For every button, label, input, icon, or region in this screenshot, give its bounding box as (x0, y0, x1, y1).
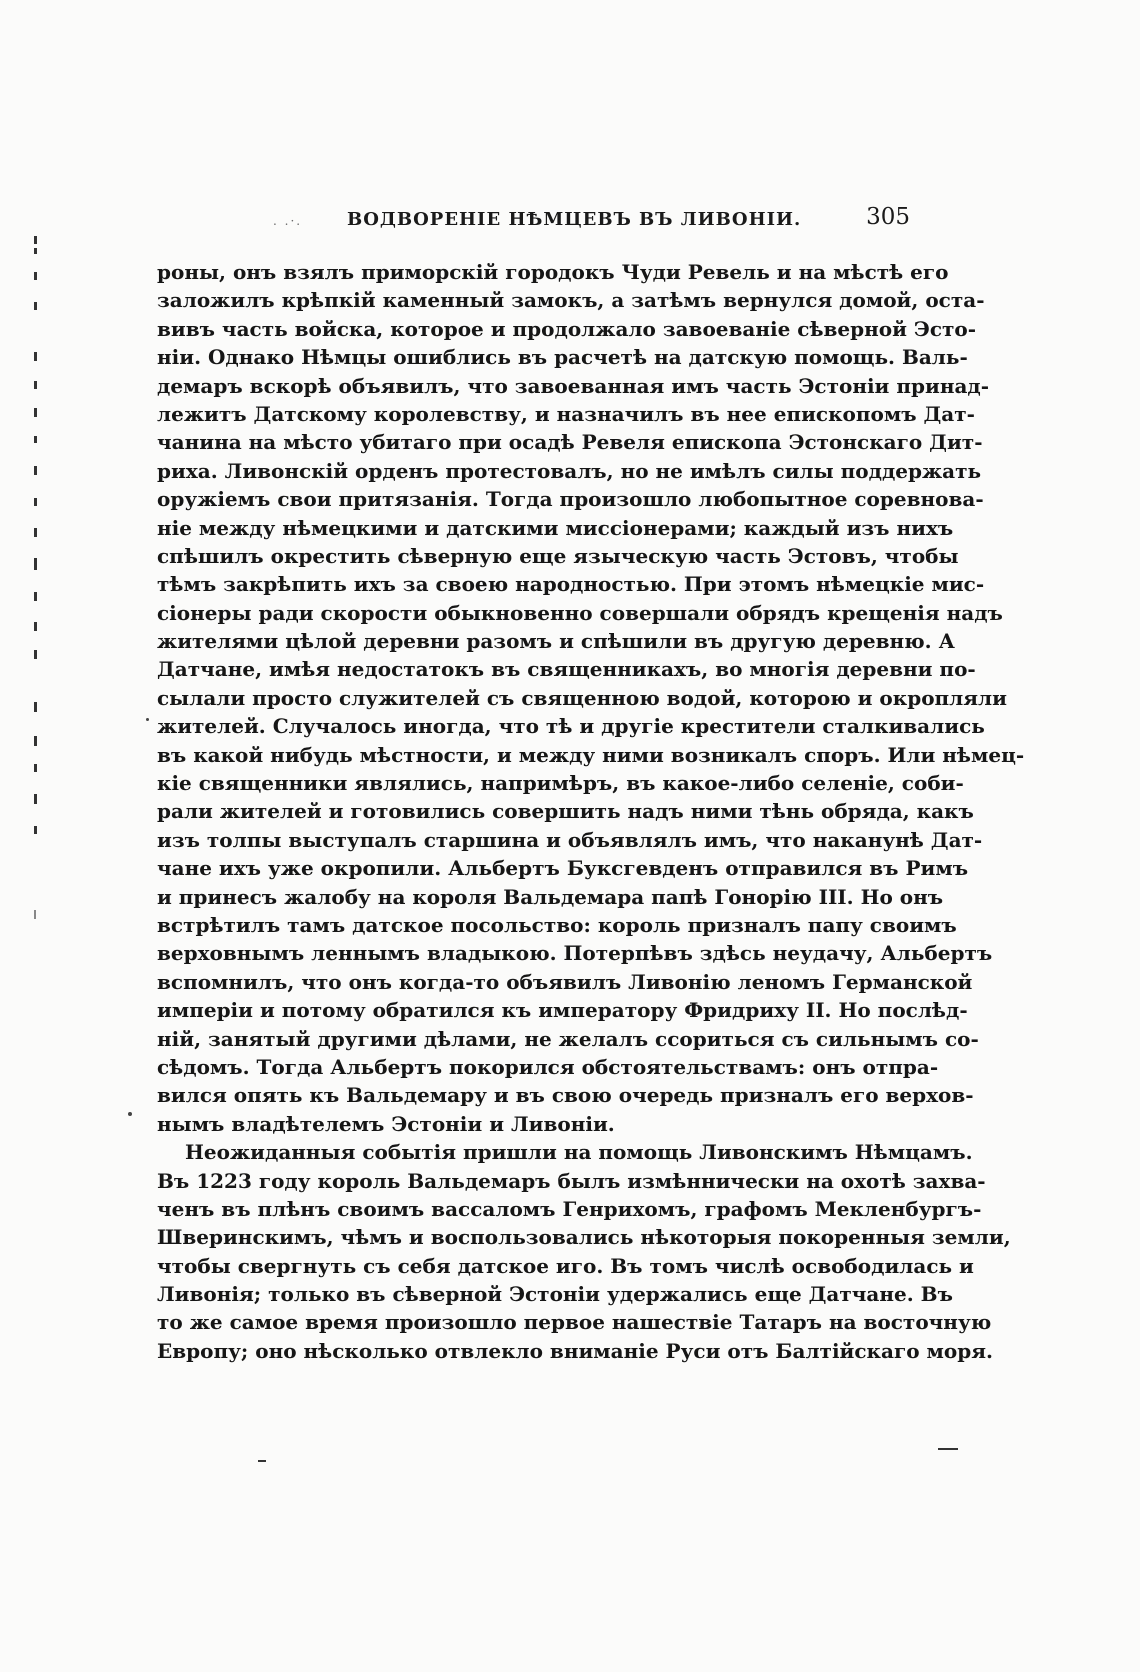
margin-mark (34, 702, 37, 712)
text-line: вивъ часть войска, которое и продолжало завоеваніе сѣверной Эсто- (157, 316, 977, 341)
text-line: роны, онъ взялъ приморскій городокъ Чуди Ревель и на мѣстѣ его (157, 260, 949, 284)
text-line: Ливонія; только въ сѣверной Эстоніи удержались еще Датчане. Въ (157, 1282, 953, 1307)
text-line: то же самое время произошло первое нашествіе Татаръ на восточную (157, 1310, 992, 1335)
text-line: вспомнилъ, что онъ когда-то объявилъ Ливонію леномъ Германской (157, 969, 973, 994)
left-margin-bleed-marks (28, 236, 48, 936)
running-header (265, 206, 910, 236)
header-ornament: . .·. (273, 214, 303, 228)
text-line: заложилъ крѣпкій каменный замокъ, а затѣмъ вернулся домой, оста- (157, 288, 985, 313)
margin-mark (34, 466, 37, 475)
text-line: ніе между нѣмецкими и датскими миссіонерами; каждый изъ нихъ (157, 515, 954, 540)
margin-mark (34, 352, 37, 361)
text-line: и принесъ жалобу на короля Вальдемара папѣ Гонорію III. Но онъ (157, 884, 944, 909)
text-line: сіонеры ради скорости обыкновенно совершали обрядъ крещенія надъ (157, 600, 1003, 625)
page-body (157, 258, 1025, 1365)
text-line: жителей. Случалось иногда, что тѣ и другіе крестители сталкивались (157, 714, 985, 739)
text-line: вился опять къ Вальдемару и въ свою очередь призналъ его верхов- (157, 1083, 974, 1108)
margin-mark (34, 558, 37, 570)
text-line: встрѣтилъ тамъ датское посольство: король призналъ папу своимъ (157, 912, 957, 937)
stray-dash (258, 1460, 266, 1462)
text-line: ніи. Однако Нѣмцы ошиблись въ расчетѣ на датскую помощь. Валь- (157, 345, 968, 370)
text-line: чтобы свергнуть съ себя датское иго. Въ томъ числѣ освободилась и (157, 1253, 974, 1278)
margin-mark (34, 498, 37, 506)
text-line: въ какой нибудь мѣстности, и между ними возникалъ споръ. Или нѣмец- (157, 742, 1025, 767)
margin-mark (34, 248, 37, 254)
margin-mark (34, 826, 37, 834)
margin-mark (34, 436, 37, 443)
text-line: верховнымъ леннымъ владыкою. Потерпѣвъ здѣсь неудачу, Альбертъ (157, 941, 993, 966)
text-line: Датчане, имѣя недостатокъ въ священникахъ, во многія деревни по- (157, 657, 976, 682)
text-line: рали жителей и готовились совершить надъ ними тѣнь обряда, какъ (157, 799, 974, 824)
text-line: Неожиданныя событія пришли на помощь Ливонскимъ Нѣмцамъ. (185, 1140, 973, 1165)
margin-mark (34, 794, 37, 804)
text-line: тѣмъ закрѣпить ихъ за своею народностью. При этомъ нѣмецкіе мис- (157, 572, 985, 597)
text-line: ченъ въ плѣнъ своимъ вассаломъ Генрихомъ, графомъ Мекленбургъ- (157, 1196, 982, 1221)
margin-mark (34, 408, 37, 417)
text-line: кіе священники являлись, напримѣръ, въ какое-либо селеніе, соби- (157, 771, 964, 796)
page-number: 305 (866, 204, 910, 230)
margin-mark (34, 650, 37, 659)
text-line: Европу; оно нѣсколько отвлекло вниманіе Руси отъ Балтійскаго моря. (157, 1338, 993, 1363)
running-title: ВОДВОРЕНІЕ НѢМЦЕВЪ ВЪ ЛИВОНІИ. (347, 209, 802, 230)
margin-mark (34, 910, 36, 919)
margin-mark (34, 236, 37, 244)
paragraph-2 (157, 1138, 1011, 1365)
stray-dot (146, 718, 149, 721)
text-line: сѣдомъ. Тогда Альбертъ покорился обстоятельствамъ: онъ отпра- (157, 1054, 939, 1079)
margin-mark (34, 272, 37, 280)
margin-mark (34, 764, 37, 772)
margin-mark (34, 736, 37, 746)
text-line: жителями цѣлой деревни разомъ и спѣшили въ другую деревню. А (157, 629, 955, 654)
text-line: сылали просто служителей съ священною водой, которою и окропляли (157, 685, 1007, 710)
margin-mark (34, 302, 37, 310)
text-line: ній, занятый другими дѣлами, не желалъ ссориться съ сильнымъ со- (157, 1026, 979, 1051)
margin-mark (34, 622, 37, 631)
text-line: изъ толпы выступалъ старшина и объявлялъ имъ, что наканунѣ Дат- (157, 827, 983, 852)
margin-mark (34, 528, 37, 537)
text-line: имперіи и потому обратился къ императору Фридриху II. Но послѣд- (157, 998, 968, 1023)
text-line: чане ихъ уже окропили. Альбертъ Буксгевденъ отправился въ Римъ (157, 856, 969, 881)
text-line: нымъ владѣтелемъ Эстоніи и Ливоніи. (157, 1111, 615, 1136)
text-line: риха. Ливонскій орденъ протестовалъ, но не имѣлъ силы поддержать (157, 458, 982, 483)
margin-mark (34, 592, 37, 601)
text-line: спѣшилъ окрестить сѣверную еще языческую часть Эстовъ, чтобы (157, 543, 959, 568)
text-line: оружіемъ свои притязанія. Тогда произошло любопытное соревнова- (157, 487, 984, 512)
text-line: Шверинскимъ, чѣмъ и воспользовались нѣкоторыя покоренныя земли, (157, 1225, 1011, 1250)
margin-mark (34, 381, 37, 389)
text-line: лежитъ Датскому королевству, и назначилъ въ нее епископомъ Дат- (157, 401, 975, 426)
stray-dash (938, 1448, 958, 1450)
stray-dot (128, 1112, 132, 1116)
paragraph-1 (157, 258, 1025, 1138)
text-line: демаръ вскорѣ объявилъ, что завоеванная имъ часть Эстоніи принад- (157, 373, 990, 398)
text-line: чанина на мѣсто убитаго при осадѣ Ревеля епископа Эстонскаго Дит- (157, 430, 983, 455)
text-line: Въ 1223 году король Вальдемаръ былъ измѣннически на охотѣ захва- (157, 1168, 986, 1193)
